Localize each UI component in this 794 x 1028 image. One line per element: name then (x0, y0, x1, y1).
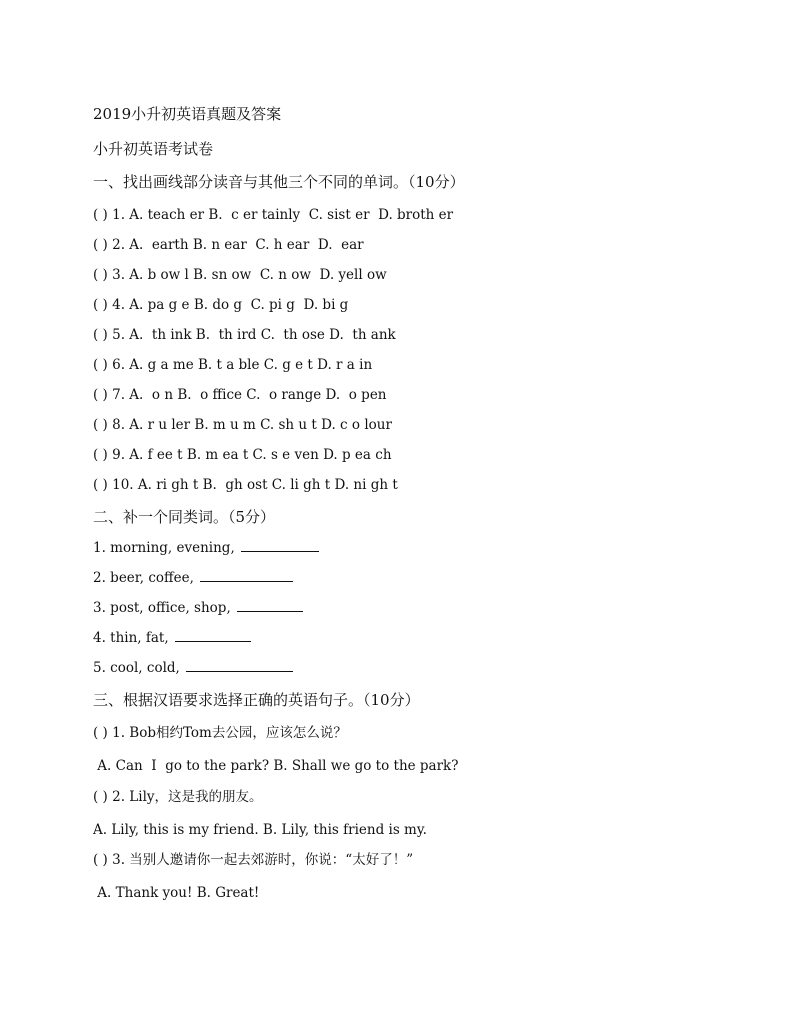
section1-item: ( ) 2. A. earth B. n ear C. h ear D. ear (93, 237, 364, 253)
section2-heading: 二、补一个同类词。（5分） (93, 508, 276, 526)
answer-options-3: A. Thank you! B. Great! (93, 885, 260, 901)
answer-blank (186, 670, 293, 672)
fill-blank-item (93, 602, 303, 616)
section3-heading: 三、根据汉语要求选择正确的英语句子。（10分） (93, 691, 420, 709)
section1-item: ( ) 4. A. pa g e B. do g C. pi g D. bi g (93, 297, 349, 313)
fill-blank-item (93, 662, 293, 676)
question-1: ( ) 1. Bob相约Tom去公园，应该怎么说？ (93, 725, 347, 741)
question-2: ( ) 2. Lily，这是我的朋友。 (93, 789, 263, 805)
section1-item: ( ) 3. A. b ow l B. sn ow C. n ow D. yell ow (93, 267, 387, 283)
fill-blank-text: 3. post, office, shop, (93, 600, 236, 616)
section1-item: ( ) 6. A. g a me B. t a ble C. g e t D. r a in (93, 357, 373, 373)
answer-options-2: A. Lily, this is my friend. B. Lily, this friend is my. (93, 822, 427, 838)
answer-blank (237, 610, 303, 612)
fill-blank-item (93, 572, 293, 586)
section1-item: ( ) 10. A. ri gh t B. gh ost C. li gh t D. ni gh t (93, 477, 398, 493)
question-3: ( ) 3. 当别人邀请你一起去郊游时，你说：“太好了！” (93, 852, 414, 868)
answer-blank (241, 550, 319, 552)
section1-item: ( ) 7. A. o n B. o ffice C. o range D. o pen (93, 387, 387, 403)
answer-options-1: A. Can I go to the park? B. Shall we go to the park? (93, 758, 459, 774)
fill-blank-item (93, 632, 251, 646)
document-title: 2019小升初英语真题及答案 (93, 105, 282, 123)
fill-blank-text: 5. cool, cold, (93, 660, 185, 676)
section1-item: ( ) 9. A. f ee t B. m ea t C. s e ven D. p ea ch (93, 447, 392, 463)
answer-blank (200, 580, 293, 582)
section1-heading: 一、找出画线部分读音与其他三个不同的单词。（10分） (93, 173, 465, 191)
document-subtitle: 小升初英语考试卷 (93, 140, 214, 158)
fill-blank-text: 4. thin, fat, (93, 630, 173, 646)
fill-blank-item (93, 542, 319, 556)
fill-blank-text: 1. morning, evening, (93, 540, 240, 556)
section1-item: ( ) 5. A. th ink B. th ird C. th ose D. th ank (93, 327, 396, 343)
section1-item: ( ) 1. A. teach er B. c er tainly C. sist er D. broth er (93, 207, 454, 223)
section1-item: ( ) 8. A. r u ler B. m u m C. sh u t D. c o lour (93, 417, 392, 433)
answer-blank (175, 640, 251, 642)
fill-blank-text: 2. beer, coffee, (93, 570, 199, 586)
